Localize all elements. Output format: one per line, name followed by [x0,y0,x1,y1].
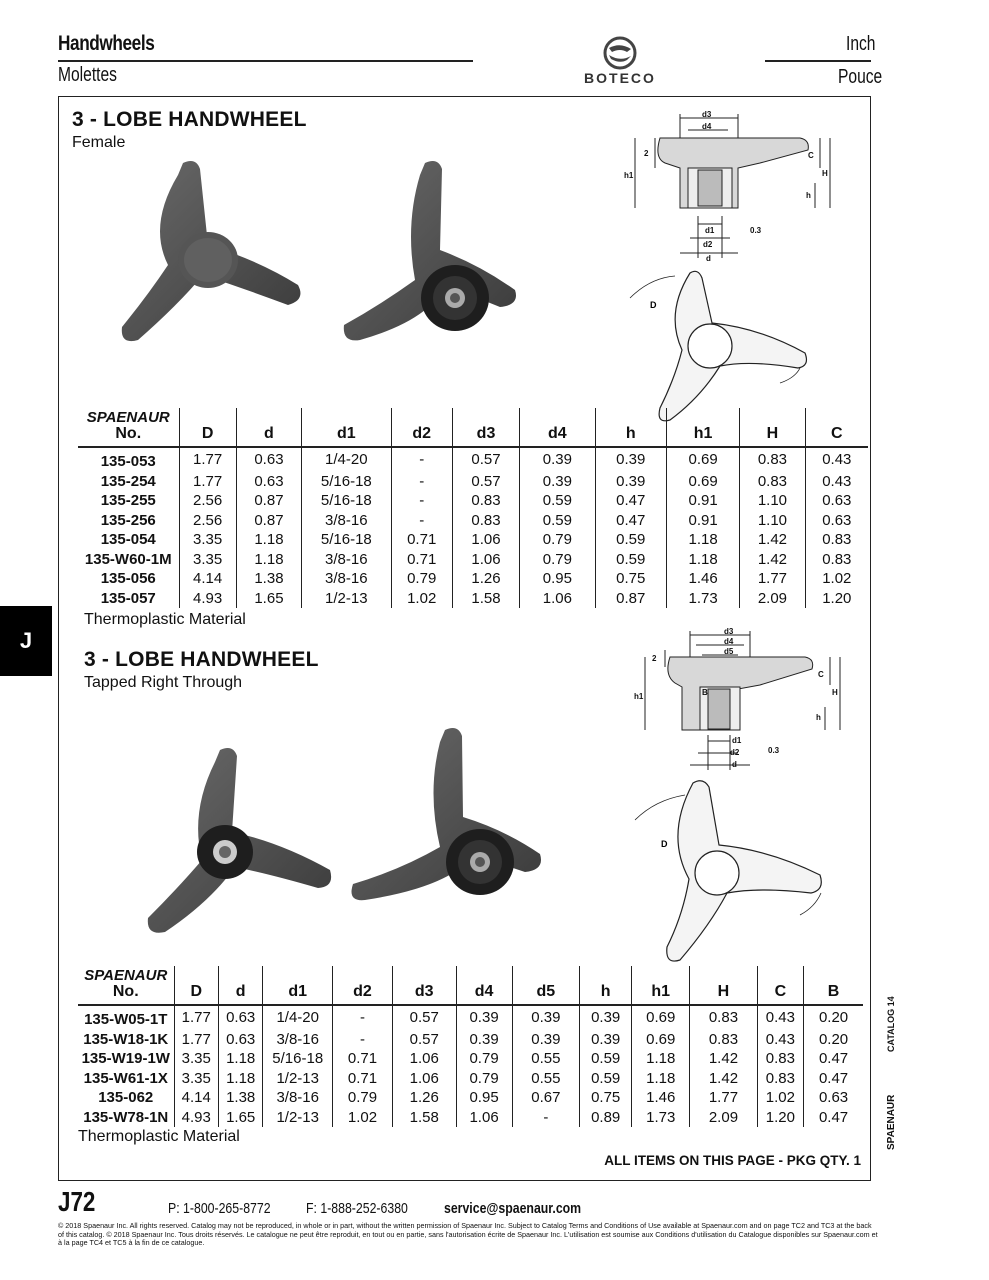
table-cell: 1.06 [452,530,519,550]
table-cell: 1.46 [666,569,739,589]
table-cell: - [391,491,452,511]
section1-subtitle: Female [72,134,126,151]
table-cell: 1.18 [236,530,301,550]
table-cell: 3/8-16 [302,569,391,589]
table-cell: 0.87 [236,511,301,531]
col-header: h [580,966,632,1005]
svg-text:B: B [702,688,708,697]
table-cell: 1/2-13 [263,1108,333,1128]
table-cell: 1/2-13 [263,1069,333,1089]
dimension-drawing-female-side [610,108,850,268]
table-cell: 1.42 [690,1069,758,1089]
part-number: 135-256 [100,511,156,529]
table-row [78,511,868,531]
table-cell: 2.56 [179,511,236,531]
svg-text:d3: d3 [702,110,712,119]
table-cell: 1.73 [666,589,739,609]
col-header: D [174,966,218,1005]
table-cell: 0.83 [452,491,519,511]
table-cell: 0.57 [452,472,519,492]
part-number: 135-W19-1W [81,1050,170,1067]
table-cell: 1.10 [740,491,805,511]
part-number: 135-057 [100,589,156,607]
table-cell: 0.79 [456,1049,512,1069]
table-cell: 0.47 [595,491,666,511]
table-cell: 1.18 [218,1069,262,1089]
col-header: d4 [520,408,595,447]
table-cell: 1.06 [392,1049,456,1069]
table-cell: 0.39 [512,1005,580,1030]
side-catalog-label: CATALOG 14 [886,996,896,1052]
svg-text:H: H [832,688,838,697]
table-cell: 1.06 [392,1069,456,1089]
svg-text:D: D [661,839,668,849]
table-row [78,491,868,511]
table-cell: 1.20 [757,1108,803,1128]
table-cell: 0.83 [452,511,519,531]
table-cell: 1.77 [179,472,236,492]
section2-subtitle: Tapped Right Through [84,674,243,691]
table-cell: 0.57 [392,1030,456,1050]
product-photo-tapped-front [345,722,545,907]
table-cell: 3.35 [174,1049,218,1069]
table-cell: - [391,447,452,472]
part-number: 135-053 [100,453,156,470]
table-cell: 0.95 [520,569,595,589]
table-cell: 0.39 [580,1030,632,1050]
table-cell: 0.39 [456,1005,512,1030]
table-cell: 3/8-16 [263,1088,333,1108]
col-header: D [179,408,236,447]
svg-text:d3: d3 [724,627,734,636]
table-cell: 5/16-18 [302,472,391,492]
part-number: 135-056 [100,570,156,587]
table-cell: 0.59 [580,1049,632,1069]
table-cell: 0.55 [512,1049,580,1069]
table-row [78,1069,863,1089]
table-cell: 0.39 [595,472,666,492]
table-cell: 0.79 [333,1088,393,1108]
table-cell: 1.06 [520,589,595,609]
product-photo-tapped-back [130,742,340,937]
svg-text:D: D [650,300,657,310]
table-cell: 3.35 [174,1069,218,1089]
table-cell: 0.71 [333,1069,393,1089]
table-cell: 2.56 [179,491,236,511]
table-cell: 0.67 [512,1088,580,1108]
table-cell: 0.39 [520,447,595,472]
table-cell: 1.26 [452,569,519,589]
part-number: 135-W60-1M [84,550,172,568]
table-cell: 0.63 [236,472,301,492]
table-cell: 0.59 [520,511,595,531]
table-cell: 0.83 [805,530,868,550]
table-cell: 1.02 [757,1088,803,1108]
table-row [78,1030,863,1050]
svg-text:H: H [822,169,828,178]
side-brand-label: SPAENAUR [886,1094,897,1150]
table-cell: 1/4-20 [302,447,391,472]
table-cell: 1.42 [690,1049,758,1069]
table-row [78,1088,863,1108]
table-cell: 0.75 [595,569,666,589]
table-cell: 0.63 [218,1005,262,1030]
table-cell: 0.57 [452,447,519,472]
table-cell: 0.87 [595,589,666,609]
table-cell: 1.65 [218,1108,262,1128]
page-title: Handwheels [58,32,155,55]
table-cell: 5/16-18 [302,530,391,550]
table-cell: - [391,511,452,531]
dimension-drawing-tapped-side [620,625,850,775]
table-cell: 0.47 [595,511,666,531]
col-header: d [218,966,262,1005]
col-header: d3 [392,966,456,1005]
svg-text:0.3: 0.3 [750,226,762,235]
unit-label-fr: Pouce [838,66,883,88]
svg-text:d: d [706,254,711,263]
table-cell: 0.63 [218,1030,262,1050]
brand-header: SPAENAUR [86,409,170,426]
svg-text:d2: d2 [703,240,713,249]
table-cell: 0.43 [757,1030,803,1050]
table-row [78,1049,863,1069]
table-cell: 0.43 [805,472,868,492]
svg-text:d4: d4 [724,637,734,646]
svg-text:d: d [732,760,737,769]
table-cell: 1.20 [805,589,868,609]
table-cell: 0.39 [595,447,666,472]
svg-text:0.3: 0.3 [768,746,780,755]
table-cell: 0.59 [595,550,666,570]
table-cell: 1.77 [690,1088,758,1108]
table-cell: 0.57 [392,1005,456,1030]
phone-number: P: 1-800-265-8772 [168,1200,271,1217]
table-row [78,472,868,492]
table-cell: 0.69 [666,447,739,472]
col-header: H [690,966,758,1005]
col-header: h [595,408,666,447]
table-cell: 0.71 [333,1049,393,1069]
boteco-logo [565,34,675,90]
table-cell: 0.20 [804,1030,863,1050]
table-cell: - [512,1108,580,1128]
col-header: d1 [302,408,391,447]
table-cell: 1.42 [740,550,805,570]
fax-number: F: 1-888-252-6380 [306,1200,408,1217]
table-cell: 1.77 [174,1030,218,1050]
table-cell: - [333,1005,393,1030]
table-cell: 0.75 [580,1088,632,1108]
table-cell: 1.18 [632,1069,690,1089]
table-cell: 1.77 [174,1005,218,1030]
logo-text: BOTECO [584,70,656,86]
table-cell: 1.38 [236,569,301,589]
col-header: h1 [632,966,690,1005]
table-cell: 0.69 [632,1030,690,1050]
table-cell: 0.47 [804,1069,863,1089]
section2-material: Thermoplastic Material [78,1128,240,1145]
table-cell: - [333,1030,393,1050]
svg-text:C: C [818,670,824,679]
table-cell: 0.71 [391,530,452,550]
table-cell: 0.59 [520,491,595,511]
svg-text:h1: h1 [634,692,644,701]
table-cell: 4.14 [179,569,236,589]
brand-header: SPAENAUR [84,967,168,984]
svg-text:d1: d1 [732,736,742,745]
table-cell: 0.91 [666,511,739,531]
col-header: h1 [666,408,739,447]
table-cell: 1.18 [666,550,739,570]
col-header: d5 [512,966,580,1005]
header-rule-right [765,60,871,62]
table-cell: 0.87 [236,491,301,511]
table-cell: 4.14 [174,1088,218,1108]
col-header: d1 [263,966,333,1005]
table-cell: 1.77 [179,447,236,472]
svg-text:d1: d1 [705,226,715,235]
svg-text:h1: h1 [624,171,634,180]
part-number: 135-W78-1N [83,1108,169,1126]
table-cell: 3/8-16 [263,1030,333,1050]
table-cell: 0.55 [512,1069,580,1089]
table-cell: 0.83 [690,1005,758,1030]
table-cell: 1.18 [218,1049,262,1069]
table-cell: 0.63 [236,447,301,472]
col-header: d2 [391,408,452,447]
table-cell: 4.93 [174,1108,218,1128]
table-cell: 0.39 [520,472,595,492]
header-rule-left [58,60,473,62]
table-cell: 0.63 [805,511,868,531]
table-cell: - [391,472,452,492]
table-cell: 3/8-16 [302,550,391,570]
table-cell: 0.91 [666,491,739,511]
svg-text:d5: d5 [724,647,734,656]
col-header: d4 [456,966,512,1005]
dimension-drawing-female-top [620,268,830,428]
table-cell: 1.42 [740,530,805,550]
table-row [78,1005,863,1030]
table-cell: 3.35 [179,550,236,570]
table-row [78,589,868,609]
table-cell: 2.09 [740,589,805,609]
table-cell: 0.79 [520,550,595,570]
table-cell: 0.79 [456,1069,512,1089]
col-header: d2 [333,966,393,1005]
table-row [78,447,868,472]
table-cell: 0.63 [805,491,868,511]
section2-title: 3 - LOBE HANDWHEEL [84,648,319,671]
svg-text:d2: d2 [730,748,740,757]
page-number: J72 [58,1186,96,1217]
page-subtitle: Molettes [58,64,117,86]
table-cell: 0.63 [804,1088,863,1108]
table-cell: 0.79 [520,530,595,550]
table-cell: 3/8-16 [302,511,391,531]
section1-material: Thermoplastic Material [84,611,246,628]
table-cell: 0.95 [456,1088,512,1108]
table-cell: 1.58 [452,589,519,609]
table-cell: 0.83 [757,1069,803,1089]
table-cell: 0.39 [456,1030,512,1050]
col-header: H [740,408,805,447]
part-number: 135-062 [98,1089,154,1106]
product-photo-female-front [320,155,520,345]
svg-text:d4: d4 [702,122,712,131]
table-cell: 1.02 [333,1108,393,1128]
col-header: d [236,408,301,447]
table-cell: 0.43 [757,1005,803,1030]
part-number: 135-255 [100,492,156,509]
pkg-note: ALL ITEMS ON THIS PAGE - PKG QTY. 1 [604,1153,861,1168]
table-cell: 1/2-13 [302,589,391,609]
table-cell: 0.89 [580,1108,632,1128]
part-number: 135-W18-1K [83,1030,169,1048]
section-tab: J [0,606,52,676]
table-cell: 1.46 [632,1088,690,1108]
table-cell: 0.39 [580,1005,632,1030]
table-cell: 1.02 [805,569,868,589]
table-cell: 0.43 [805,447,868,472]
table-cell: 0.83 [740,447,805,472]
table-cell: 1.65 [236,589,301,609]
table-cell: 1.18 [236,550,301,570]
table-cell: 1.18 [666,530,739,550]
dimension-drawing-tapped-top [625,775,840,970]
email-link[interactable]: service@spaenaur.com [444,1200,582,1217]
table-cell: 1.06 [456,1108,512,1128]
table-cell: 1.73 [632,1108,690,1128]
table-cell: 3.35 [179,530,236,550]
no-header: No. [115,425,142,442]
table-cell: 1.77 [740,569,805,589]
table-cell: 1.26 [392,1088,456,1108]
svg-text:2: 2 [652,654,657,663]
table-cell: 1/4-20 [263,1005,333,1030]
table-cell: 0.39 [512,1030,580,1050]
table-cell: 1.58 [392,1108,456,1128]
legal-notice: © 2018 Spaenaur Inc. All rights reserved. Catalog may not be reproduced, in whole or in part, without the written permission of Spaenaur Inc. Subject to Catalog Terms and Conditions of Use available at Spaenaur.com and on page TC2 and TC3 at the back of this catalog. © 2018 Spaenaur Inc. Tous droits réservés. Le catalogue ne peut être reproduit, en tout ou en partie, sans l'autorisation écrite de Spaenaur Inc. L'utilisation est soumise aux Conditions d'utilisation du Catalogue disponibles sur Spaenaur.com et à la page TC4 et TC5 à la fin de ce catalogue. [58,1221,878,1248]
table-cell: 1.02 [391,589,452,609]
table-cell: 2.09 [690,1108,758,1128]
part-number: 135-W05-1T [84,1011,168,1028]
product-photo-female-back [108,155,308,345]
table-row [78,550,868,570]
col-header: d3 [452,408,519,447]
table-cell: 5/16-18 [302,491,391,511]
table-row [78,569,868,589]
no-header: No. [112,983,139,1000]
table-cell: 0.47 [804,1049,863,1069]
table-cell: 0.59 [595,530,666,550]
col-header: C [805,408,868,447]
table-cell: 4.93 [179,589,236,609]
spec-table-tapped [78,966,863,1127]
svg-text:C: C [808,151,814,160]
table-cell: 0.71 [391,550,452,570]
table-cell: 0.69 [666,472,739,492]
table-cell: 1.38 [218,1088,262,1108]
part-number: 135-254 [100,472,156,490]
table-cell: 1.18 [632,1049,690,1069]
table-cell: 0.79 [391,569,452,589]
table-cell: 1.06 [452,550,519,570]
spec-table-female [78,408,868,608]
part-number: 135-054 [100,531,156,548]
table-cell: 1.10 [740,511,805,531]
section1-title: 3 - LOBE HANDWHEEL [72,108,307,131]
svg-text:h: h [806,191,811,200]
col-header: C [757,966,803,1005]
col-header: B [804,966,863,1005]
table-cell: 0.59 [580,1069,632,1089]
table-cell: 0.83 [805,550,868,570]
table-cell: 0.83 [740,472,805,492]
table-cell: 0.20 [804,1005,863,1030]
table-cell: 5/16-18 [263,1049,333,1069]
table-cell: 0.83 [690,1030,758,1050]
unit-label: Inch [846,33,876,55]
table-cell: 0.83 [757,1049,803,1069]
table-row [78,1108,863,1128]
table-cell: 0.69 [632,1005,690,1030]
svg-text:2: 2 [644,149,649,158]
part-number: 135-W61-1X [83,1069,168,1087]
table-row [78,530,868,550]
table-cell: 0.47 [804,1108,863,1128]
svg-text:h: h [816,713,821,722]
